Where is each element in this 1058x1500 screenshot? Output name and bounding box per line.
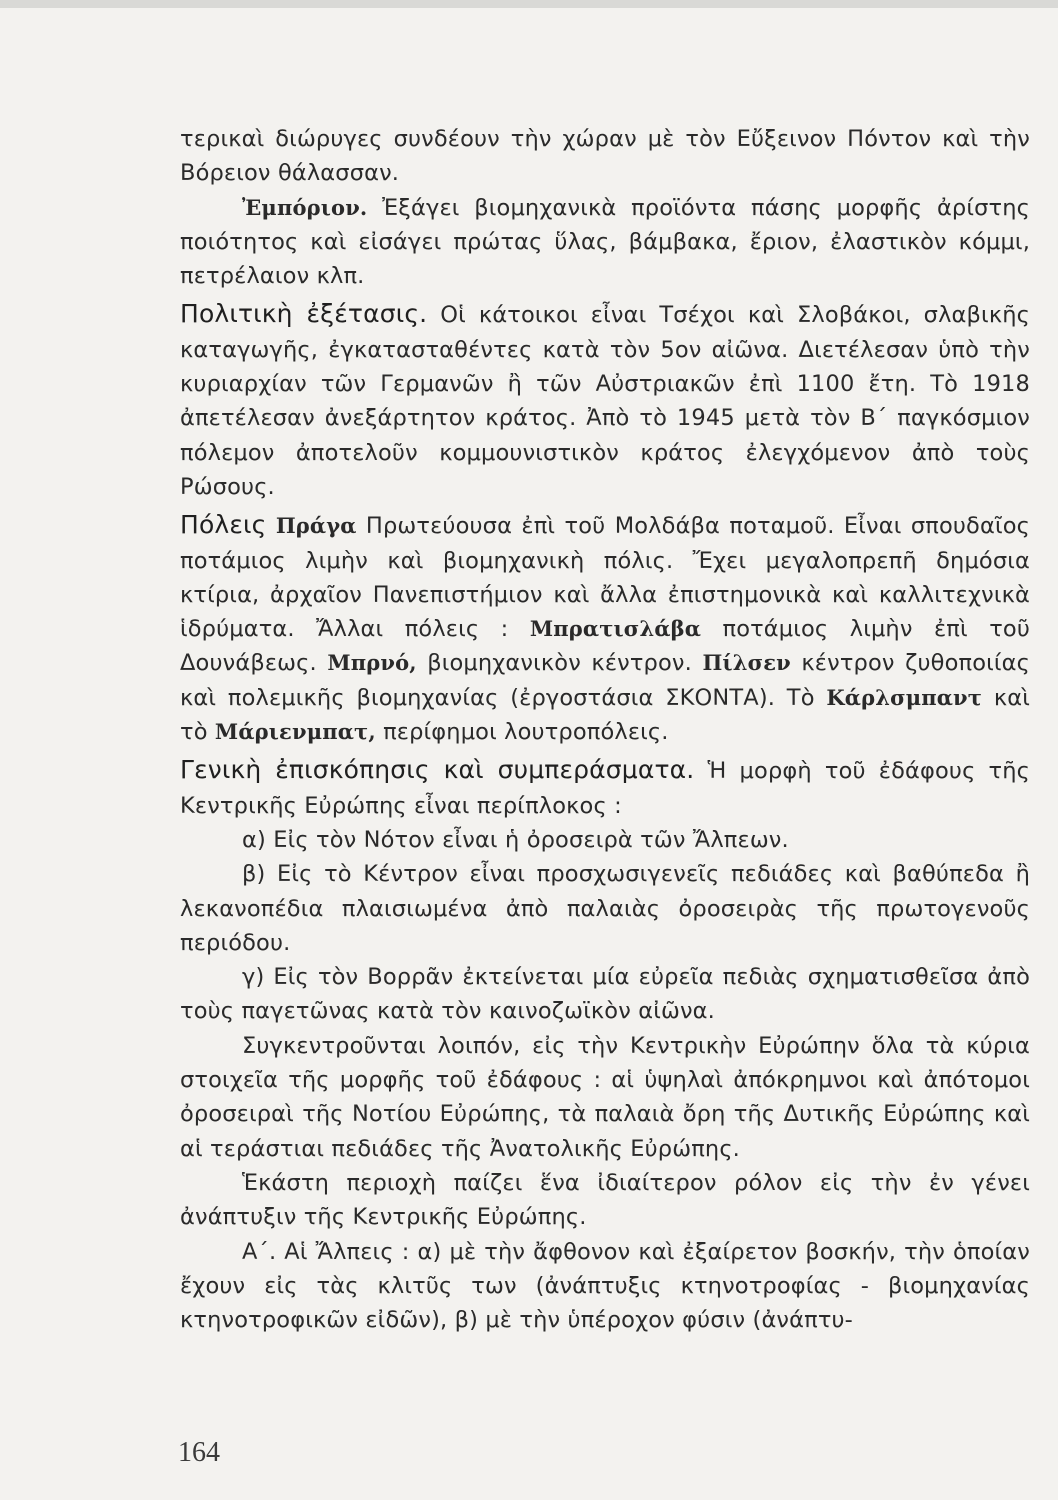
city-brno: Μπρνό, — [327, 650, 417, 676]
paragraph-alps: Α΄. Αἱ Ἄλπεις : α) μὲ τὴν ἄφθονον καὶ ἐξαίρετον βοσκήν, τὴν ὁποίαν ἔχουν εἰς τὰς κλιτῦς των (ἀνάπτυξις κτηνοτροφίας - βιομηχανίας κτηνοτροφικῶν εἰδῶν), β) μὲ τὴν ὑπέροχον φύσιν (ἀνάπτυ- — [180, 1238, 1030, 1334]
city-pilsen: Πίλσεν — [702, 650, 791, 676]
paragraph-political — [180, 297, 1030, 504]
political-text: Οἱ κάτοικοι εἶναι Τσέχοι καὶ Σλοβάκοι, σλαβικῆς καταγωγῆς, ἐγκατασταθέντες κατὰ τὸν 5ον αἰῶνα. Διετέλεσαν ὑπὸ τὴν κυριαρχίαν τῶν Γερμανῶν ἢ τῶν Αὐστριακῶν ἐπὶ 1100 ἔτη. Τὸ 1918 ἀπετέλεσαν ἀνεξάρτητον κράτος. Ἀπὸ τὸ 1945 μετὰ τὸν Β΄ παγκόσμιον πόλεμον ἀποτελοῦν κομμουνιστικὸν κράτος ἐλεγχόμενον ἀπὸ τοὺς Ρώσους. — [180, 302, 1030, 500]
overview-heading: Γενικὴ ἐπισκόπησις καὶ συμπεράσματα. — [180, 755, 695, 785]
cities-text-c: βιομηχανικὸν κέντρον. — [416, 650, 703, 677]
trade-label: Ἐμπόριον. — [242, 194, 368, 220]
city-prague: Πράγα — [275, 513, 357, 539]
cities-heading: Πόλεις — [180, 510, 267, 540]
paragraph-canals: τερικαὶ διώρυγες συνδέουν τὴν χώραν μὲ τὸν Εὔξεινον Πόντον καὶ τὴν Βόρειον θάλασσαν. — [180, 126, 1030, 187]
cities-text-d: κέντρον ζυθοποιίας καὶ πολεμικῆς βιομηχανίας (ἐργοστάσια ΣΚΟΝΤΑ). Τὸ — [180, 650, 1030, 711]
paragraph-summary: Συγκεντροῦνται λοιπόν, εἰς τὴν Κεντρικὴν Εὐρώπην ὅλα τὰ κύρια στοιχεῖα τῆς μορφῆς τοῦ ἐδάφους : αἱ ὑψηλαὶ ἀπόκρημνοι καὶ ἀπότομοι ὀροσειραὶ τῆς Νοτίου Εὐρώπης, τὰ παλαιὰ ὄρη τῆς Δυτικῆς Εὐρώπης καὶ αἱ τεράστιαι πεδιάδες τῆς Ἀνατολικῆς Εὐρώπης. — [180, 1032, 1030, 1162]
political-heading: Πολιτικὴ ἐξέτασις. — [180, 299, 428, 329]
paragraph-overview — [180, 753, 1030, 823]
city-karlsbad: Κάρλσμπαντ — [826, 684, 983, 710]
list-item-b: β) Εἰς τὸ Κέντρον εἶναι προσχωσιγενεῖς πεδιάδες καὶ βαθύπεδα ἢ λεκανοπέδια πλαισιωμένα ἀπὸ παλαιὰς ὀροσειρὰς τῆς πρωτογενοῦς περιόδου. — [180, 861, 1030, 956]
paragraph-regions: Ἑκάστη περιοχὴ παίζει ἕνα ἰδιαίτερον ρόλον εἰς τὴν ἐν γένει ἀνάπτυξιν τῆς Κεντρικῆς Εὐρώπης. — [180, 1169, 1030, 1231]
trade-text: Ἐξάγει βιομηχανικὰ προϊόντα πάσης μορφῆς ἀρίστης ποιότητος καὶ εἰσάγει πρώτας ὕλας, βάμβακα, ἔριον, ἐλαστικὸν κόμμι, πετρέλαιον κλπ. — [180, 194, 1030, 290]
scan-top-edge — [0, 0, 1058, 8]
overview-text: Ἡ μορφὴ τοῦ ἐδάφους τῆς Κεντρικῆς Εὐρώπης εἶναι περίπλοκος : — [180, 758, 1030, 819]
paragraph-cities — [180, 508, 1030, 749]
cities-text-f: περίφημοι λουτροπόλεις. — [375, 719, 669, 746]
city-marienbad: Μάριενμπατ, — [214, 719, 376, 745]
page-text-block — [180, 122, 1030, 1337]
cities-text-a: Πρωτεύουσα ἐπὶ τοῦ Μολδάβα ποταμοῦ. Εἶναι σπουδαῖος ποτάμιος λιμὴν καὶ βιομηχανικὴ πόλις. Ἔχει μεγαλοπρεπῆ δημόσια κτίρια, ἀρχαῖον Πανεπιστήμιον καὶ ἄλλα ἐπιστημονικὰ καὶ καλλιτεχνικὰ ἱδρύματα. Ἄλλαι πόλεις : — [180, 513, 1030, 643]
city-bratislava: Μπρατισλάβα — [529, 616, 702, 642]
cities-text-b: ποτάμιος λιμὴν ἐπὶ τοῦ Δουνάβεως. — [180, 616, 1030, 677]
paragraph-trade — [180, 191, 1030, 294]
list-item-a: α) Εἰς τὸν Νότον εἶναι ἡ ὀροσειρὰ τῶν Ἄλπεων. — [242, 826, 789, 853]
list-item-c: γ) Εἰς τὸν Βορρᾶν ἐκτείνεται μία εὐρεῖα πεδιὰς σχηματισθεῖσα ἀπὸ τοὺς παγετῶνας κατὰ τὸν καινοζωϊκὸν αἰῶνα. — [180, 964, 1030, 1025]
cities-text-e: καὶ τὸ — [180, 684, 1030, 746]
page-number: 164 — [178, 1437, 220, 1468]
